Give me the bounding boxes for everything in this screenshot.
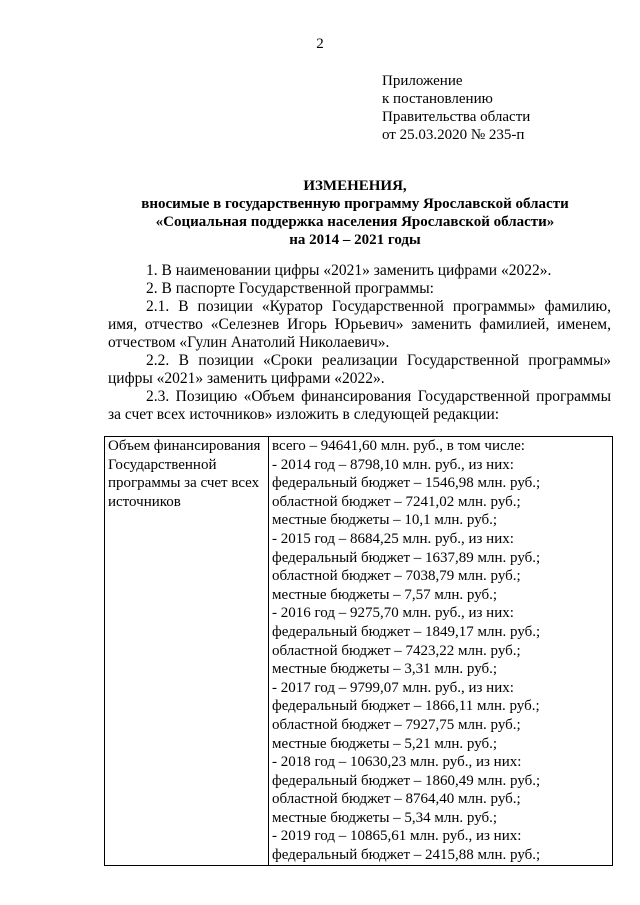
appendix-line: к постановлению — [382, 91, 493, 107]
paragraph-2: 2. В паспорте Государственной программы: — [146, 280, 434, 297]
financing-table — [104, 436, 613, 866]
label-line: программы за счет всех — [108, 475, 260, 492]
value-line: всего – 94641,60 млн. руб., в том числе: — [272, 438, 525, 454]
value-line: федеральный бюджет – 1849,17 млн. руб.; — [272, 623, 541, 640]
value-line: федеральный бюджет – 1637,89 млн. руб.; — [272, 549, 541, 566]
value-line: - 2017 год – 9799,07 млн. руб., из них: — [272, 679, 514, 696]
label-line: источников — [108, 493, 181, 510]
title-line: «Социальная поддержка населения Ярославской области» — [155, 214, 555, 230]
value-line: - 2015 год – 8684,25 млн. руб., из них: — [272, 530, 514, 547]
value-line: областной бюджет – 7038,79 млн. руб.; — [272, 568, 521, 585]
value-line: местные бюджеты – 10,1 млн. руб.; — [272, 512, 498, 529]
value-line: областной бюджет – 7927,75 млн. руб.; — [272, 716, 521, 733]
appendix-line: Правительства области — [382, 109, 531, 125]
paragraph-2-2: 2.2. В позиции «Сроки реализации Государственной программы» цифры «2021» заменить цифрами «2022». — [108, 352, 611, 387]
value-line: местные бюджеты – 5,21 млн. руб.; — [272, 735, 498, 752]
value-line: местные бюджеты – 5,34 млн. руб.; — [272, 809, 498, 826]
label-line: Государственной — [108, 456, 217, 473]
title-line: на 2014 – 2021 годы — [289, 232, 421, 248]
financing-label-cell — [105, 437, 269, 866]
value-line: федеральный бюджет – 1546,98 млн. руб.; — [272, 475, 541, 492]
paragraph-1: 1. В наименовании цифры «2021» заменить цифрами «2022». — [146, 262, 552, 279]
paragraph-2-3: 2.3. Позицию «Объем финансирования Государственной программы за счет всех источников» изложить в следующей редакции: — [108, 388, 611, 423]
appendix-line: Приложение — [382, 73, 463, 89]
document-title — [100, 177, 610, 249]
value-line: федеральный бюджет – 1860,49 млн. руб.; — [272, 772, 541, 789]
value-line: - 2018 год – 10630,23 млн. руб., из них: — [272, 754, 522, 771]
value-line: областной бюджет – 7241,02 млн. руб.; — [272, 493, 521, 510]
appendix-line: от 25.03.2020 № 235-п — [382, 127, 525, 143]
table-row — [105, 437, 613, 866]
appendix-block — [382, 72, 530, 144]
value-line: местные бюджеты – 7,57 млн. руб.; — [272, 586, 498, 603]
value-line: федеральный бюджет – 1866,11 млн. руб.; — [272, 698, 540, 715]
value-line: - 2014 год – 8798,10 млн. руб., из них: — [272, 456, 514, 473]
value-line: - 2016 год – 9275,70 млн. руб., из них: — [272, 605, 514, 622]
page-number: 2 — [316, 36, 324, 52]
value-line: федеральный бюджет – 2415,88 млн. руб.; — [272, 847, 541, 864]
value-line: - 2019 год – 10865,61 млн. руб., из них: — [272, 828, 522, 845]
title-line: ИЗМЕНЕНИЯ, — [303, 178, 407, 194]
value-line: областной бюджет – 8764,40 млн. руб.; — [272, 791, 521, 808]
paragraph-2-1: 2.1. В позиции «Куратор Государственной программы» фамилию, имя, отчество «Селезнев Игорь Юрьевич» заменить фамилией, именем, отчеством «Гулин Анатолий Николаевич». — [108, 298, 611, 351]
title-line: вносимые в государственную программу Ярославской области — [141, 196, 569, 212]
financing-values-cell — [269, 437, 613, 866]
label-line: Объем финансирования — [108, 438, 261, 454]
value-line: местные бюджеты – 3,31 млн. руб.; — [272, 661, 498, 678]
value-line: областной бюджет – 7423,22 млн. руб.; — [272, 642, 521, 659]
body-text — [108, 262, 611, 424]
